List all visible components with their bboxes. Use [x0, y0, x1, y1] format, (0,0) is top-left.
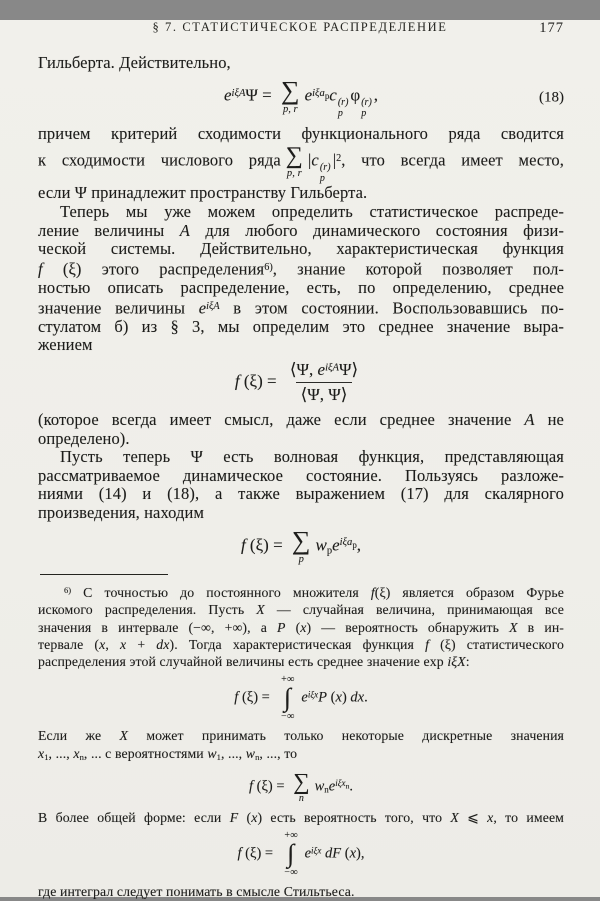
footnote-line: значения в интервале (−∞, +∞), а P (x) — вероятность обнаружить X в ин-: [38, 619, 564, 635]
text-line: Пусть теперь Ψ есть волновая функция, представляющая: [60, 447, 564, 467]
footnote-line: Если же X может принимать только некоторые дискретные значения: [38, 728, 564, 744]
text-line: к сходимости числового ряда ∑ p, r |c (r) p $|^2$, что всегда имеет место,: [38, 142, 564, 184]
equation-discrete-sum: [38, 770, 564, 804]
equation-18-tag: (18): [539, 89, 564, 106]
text-line: f (ξ) этого распределения$^{6)}$, знание которой позволяет пол-: [38, 259, 565, 279]
text-line: ниями (14) и (18), а также выражением (17) для скалярного: [38, 484, 564, 504]
equation-18: [38, 75, 564, 120]
text-line: произведения, находим: [38, 502, 205, 522]
footnote-line: В более общей форме: если F (x) есть вероятность того, что X ⩽ x, то имеем: [38, 810, 565, 826]
equation-stieltjes-integral: [38, 830, 564, 878]
footnote-line: где интеграл следует понимать в смысле Стильтьеса.: [38, 884, 355, 900]
equation-mean-value: [38, 360, 564, 405]
page-content: [38, 54, 564, 901]
equation-mean-value-math: f (ξ) = $\frac{⟨\Psi, e^{i\xi A}\Psi⟩}{⟨\Psi, \Psi⟩}$: [234, 359, 359, 404]
footnote-line: искомого распределения. Пусть X — случайная величина, принимающая все: [38, 602, 564, 618]
footnote-line: распределения этой случайной величины есть среднее значение exp iξX:: [38, 654, 470, 670]
text-line: Гильберта. Действительно,: [38, 53, 231, 72]
page-header: [38, 20, 562, 37]
book-page: [0, 20, 600, 900]
equation-distribution-sum-math: f (ξ) = ∑ p $w_pe^{i\xi a_p}$,: [240, 525, 362, 565]
footnote-separator: [40, 574, 168, 575]
text-line: стулатом б) из § 3, мы определим это среднее значение выра-: [38, 316, 564, 336]
equation-integral-P: [38, 674, 564, 722]
footnote: [38, 582, 564, 901]
text-line: рассматриваемое динамическое состояние. Пользуясь разложе-: [38, 465, 564, 485]
text-line: (которое всегда имеет смысл, даже если среднее значение A не: [38, 409, 564, 429]
footnote-line: $x_1$, ..., $x_n$, ... с вероятностями $w_1$, ..., $w_n$, ..., то: [38, 745, 298, 762]
equation-stieltjes-integral-math: f (ξ) = +∞ ∫ −∞ $e^{i\xi x}$ dF (x),: [237, 830, 365, 879]
page-number: 177: [539, 20, 564, 36]
equation-integral-P-math: f (ξ) = +∞ ∫ −∞ $e^{i\xi x}P$ (x) dx.: [234, 674, 368, 723]
text-line: значение величины $e^{i\xi A}$ в этом состоянии. Воспользовавшись по-: [38, 298, 565, 318]
text-line: ление величины A для любого динамического состояния физи-: [38, 220, 564, 240]
equation-distribution-sum: [38, 525, 564, 566]
text-line: причем критерий сходимости функционального ряда сводится: [38, 124, 564, 144]
equation-discrete-sum-math: f (ξ) = ∑ n $w_ne^{i\xi x_n}$.: [248, 769, 353, 805]
equation-18-math: $e^{i\xi A}\Psi$ = ∑ p, r $e^{i\xi a_p}c$ (r) p φ (r) p ,: [223, 75, 379, 119]
text-line: ческой системы. Действительно, характеристическая функция: [38, 239, 564, 259]
section-title: § 7. СТАТИСТИЧЕСКОЕ РАСПРЕДЕЛЕНИЕ: [152, 20, 448, 34]
footnote-line: тервале (x, x + dx). Тогда характеристическая функция f (ξ) статистического: [38, 636, 564, 652]
text-line: определено).: [38, 428, 130, 448]
text-line: жением: [38, 335, 93, 355]
text-line: ностью описать распределение, есть, по определению, среднее: [38, 278, 564, 297]
text-line: Теперь мы уже можем определить статистическое распреде-: [60, 202, 564, 222]
footnote-line: $^{6)}$ С точностью до постоянного множителя f(ξ) является образом Фурье: [64, 584, 564, 600]
text-line: если Ψ принадлежит пространству Гильберта.: [38, 183, 368, 203]
